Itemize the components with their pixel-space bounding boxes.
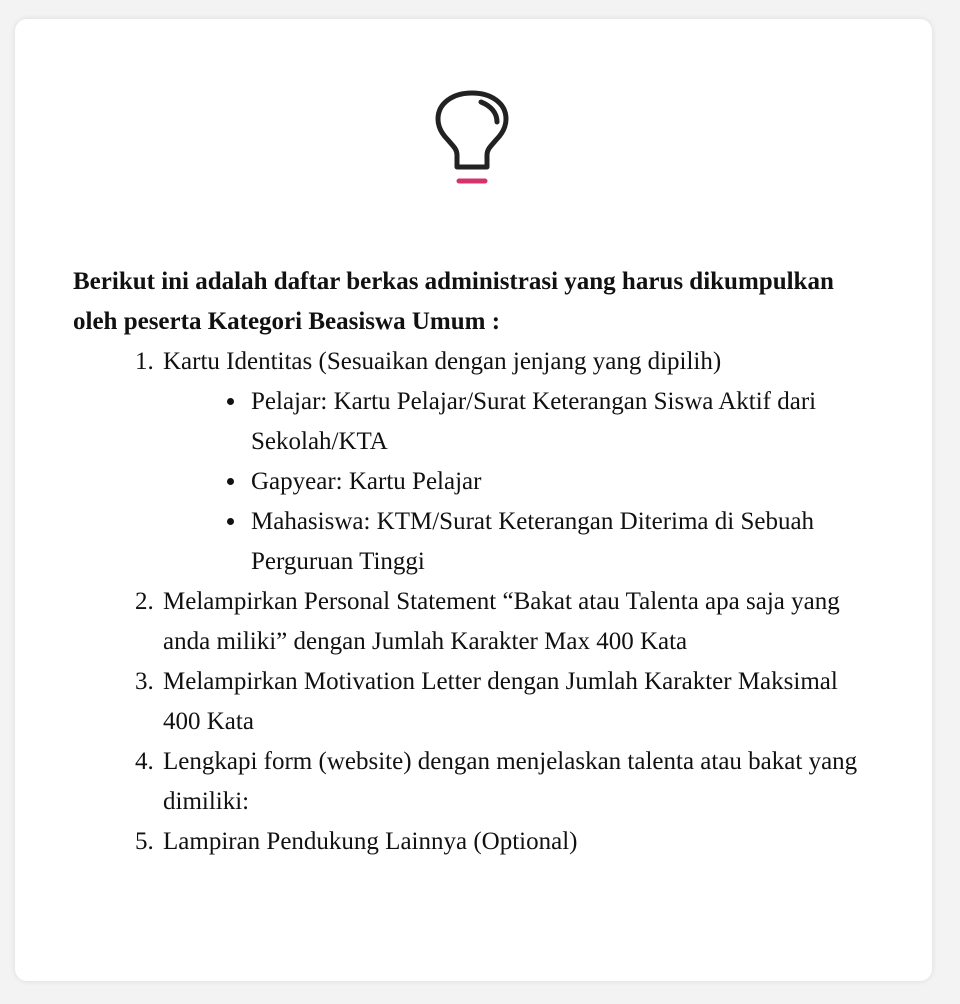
- list-item: [160, 342, 873, 582]
- sub-list-item: • Mahasiswa: KTM/Surat Keterangan Diterima di Sebuah Perguruan Tinggi: [248, 502, 873, 582]
- list-item: 3. Melampirkan Motivation Letter dengan Jumlah Karakter Maksimal 400 Kata: [160, 662, 873, 742]
- identity-sublist: [163, 382, 873, 582]
- sub-list-item: • Pelajar: Kartu Pelajar/Surat Keterangan Siswa Aktif dari Sekolah/KTA: [248, 382, 873, 462]
- list-item: 5. Lampiran Pendukung Lainnya (Optional): [160, 822, 873, 862]
- lightbulb-icon: [433, 89, 511, 189]
- list-item: 2. Melampirkan Personal Statement “Bakat atau Talenta apa saja yang anda miliki” dengan Jumlah Karakter Max 400 Kata: [160, 582, 873, 662]
- requirements-section: [73, 262, 873, 862]
- info-card: [15, 19, 932, 981]
- intro-text: Berikut ini adalah daftar berkas administrasi yang harus dikumpulkan oleh peserta Kategori Beasiswa Umum :: [73, 268, 834, 335]
- list-item: 4. Lengkapi form (website) dengan menjelaskan talenta atau bakat yang dimiliki:: [160, 742, 873, 822]
- sub-list-item: • Gapyear: Kartu Pelajar: [248, 462, 873, 502]
- list-item-text: Kartu Identitas (Sesuaikan dengan jenjang yang dipilih): [163, 348, 722, 375]
- requirements-list: [73, 342, 873, 862]
